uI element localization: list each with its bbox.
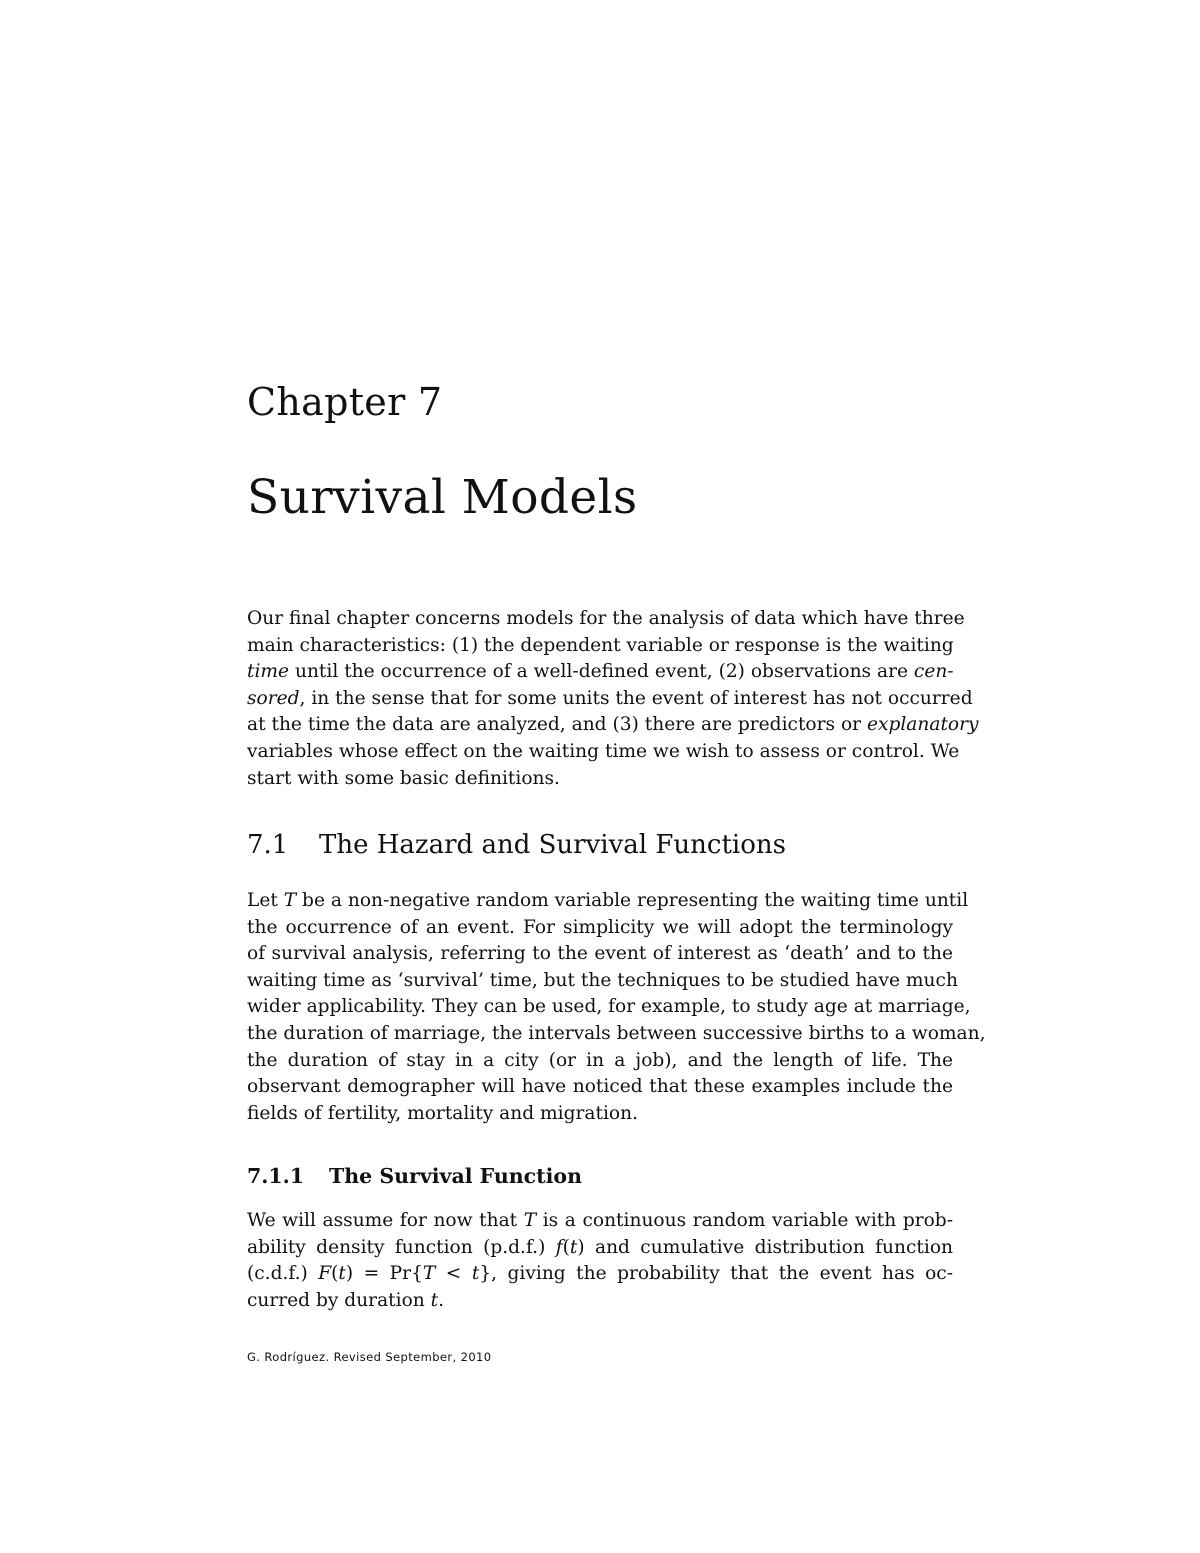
- body-text: ) and cumulative distribution function: [577, 1236, 953, 1258]
- body-text: .: [438, 1289, 445, 1311]
- body-text: Let: [247, 890, 284, 911]
- body-text: (c.d.f.): [247, 1263, 319, 1285]
- body-line: wider applicability. They can be used, for example, to study age at marriage,: [247, 996, 971, 1018]
- body-text: (: [562, 1236, 570, 1258]
- math-variable: T: [523, 1210, 537, 1231]
- body-line: [247, 1261, 953, 1288]
- body-line: of survival analysis, referring to the event of interest as ‘death’ and to the: [247, 943, 953, 965]
- body-text: be a non-negative random variable representing the waiting time until: [296, 890, 969, 911]
- intro-line: main characteristics: (1) the dependent variable or response is the waiting: [247, 634, 954, 656]
- math-variable: t: [569, 1236, 578, 1258]
- math-variable: T: [422, 1263, 436, 1285]
- body-line: [247, 1235, 953, 1262]
- body-line: observant demographer will have noticed that these examples include the: [247, 1076, 953, 1098]
- body-text: ability density function (p.d.f.): [247, 1236, 556, 1258]
- body-text: ) = Pr{: [345, 1263, 423, 1285]
- intro-line: variables whose effect on the waiting time we wish to assess or control. We: [247, 740, 960, 762]
- section-heading-7-1-1: [247, 1164, 582, 1188]
- body-line: the occurrence of an event. For simplicity we will adopt the terminology: [247, 916, 953, 938]
- section-7-1-1-paragraph: [247, 1208, 953, 1314]
- intro-line: [247, 712, 979, 739]
- body-line: [247, 888, 969, 915]
- page-footer: G. Rodríguez. Revised September, 2010: [247, 1350, 492, 1364]
- emphasis-text: cen-: [913, 661, 954, 683]
- section-number: 7.1.1: [247, 1164, 305, 1188]
- math-variable: F: [318, 1263, 332, 1285]
- intro-line: Our final chapter concerns models for the analysis of data which have three: [247, 608, 965, 629]
- section-number: 7.1: [247, 830, 289, 860]
- intro-text: until the occurrence of a well-defined event, (2) observations are: [289, 661, 914, 683]
- intro-line: [247, 659, 953, 686]
- math-variable: t: [338, 1263, 346, 1285]
- chapter-title: Survival Models: [247, 470, 638, 525]
- math-variable: t: [430, 1289, 439, 1311]
- intro-line: start with some basic definitions.: [247, 767, 560, 789]
- body-line: [247, 1208, 953, 1235]
- emphasis-text: explanatory: [866, 714, 979, 736]
- section-7-1-paragraph: [247, 888, 986, 1127]
- section-heading-7-1: [247, 830, 786, 860]
- intro-paragraph: [247, 606, 979, 792]
- section-title: The Survival Function: [329, 1164, 582, 1188]
- body-text: (: [331, 1263, 339, 1285]
- section-title: The Hazard and Survival Functions: [319, 830, 786, 860]
- math-variable: f: [555, 1236, 563, 1258]
- body-text: <: [435, 1263, 472, 1285]
- body-line: the duration of stay in a city (or in a job), and the length of life. The: [247, 1049, 953, 1071]
- body-line: waiting time as ‘survival’ time, but the techniques to be studied have much: [247, 969, 958, 991]
- intro-text: , in the sense that for some units the event of interest has not occurred: [299, 687, 973, 709]
- math-variable: T: [283, 890, 297, 911]
- math-variable: t: [471, 1263, 480, 1285]
- body-line: the duration of marriage, the intervals between successive births to a woman,: [247, 1022, 986, 1044]
- intro-text: at the time the data are analyzed, and (3) there are predictors or: [247, 714, 867, 736]
- body-text: curred by duration: [247, 1289, 431, 1311]
- body-line: [247, 1288, 953, 1315]
- body-text: is a continuous random variable with prob-: [536, 1210, 953, 1231]
- body-text: We will assume for now that: [247, 1210, 524, 1231]
- chapter-label: Chapter 7: [247, 380, 443, 424]
- emphasis-text: time: [247, 661, 290, 683]
- emphasis-text: sored: [247, 687, 300, 709]
- body-text: }, giving the probability that the event has oc-: [479, 1263, 953, 1285]
- body-line: fields of fertility, mortality and migration.: [247, 1102, 638, 1124]
- intro-line: [247, 686, 973, 713]
